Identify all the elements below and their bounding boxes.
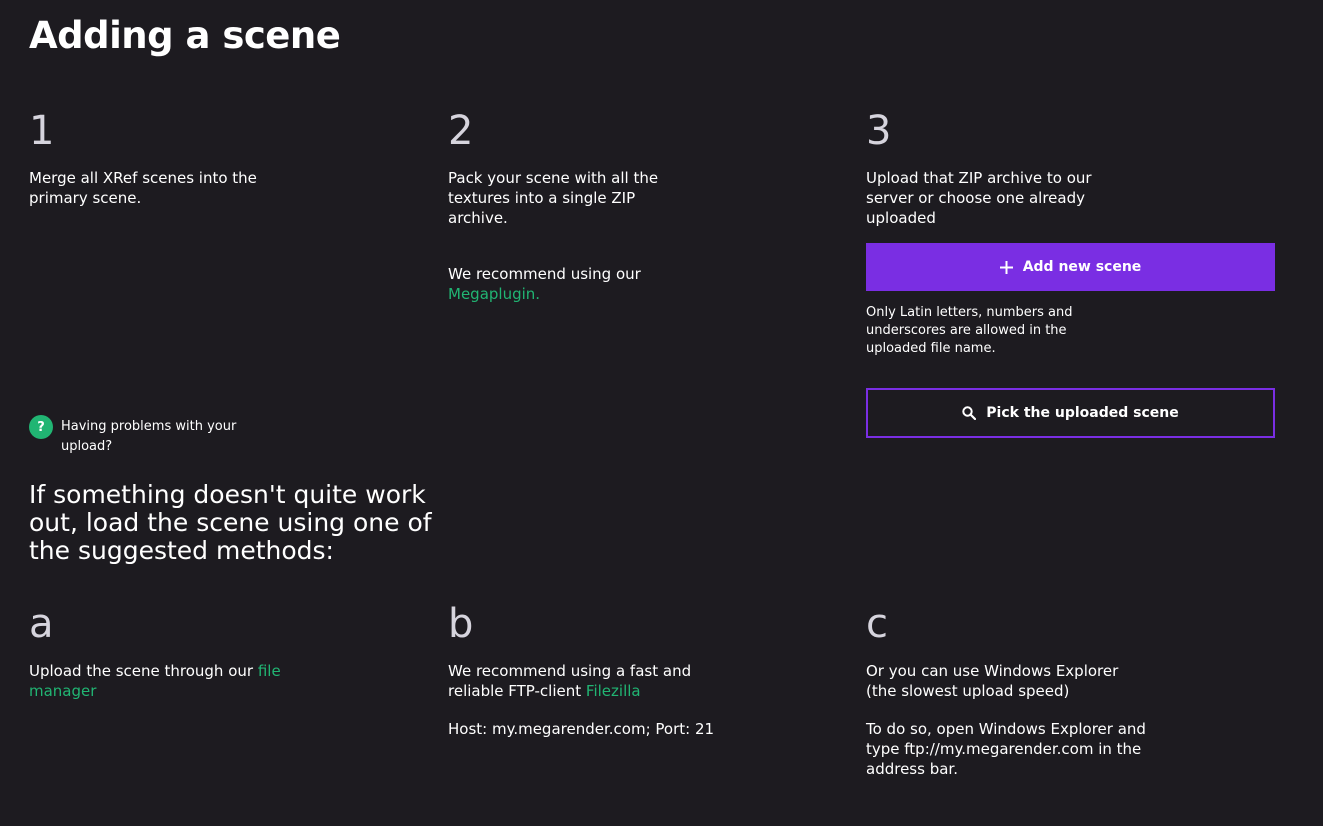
megaplugin-link[interactable]: Megaplugin. <box>448 285 541 303</box>
add-new-scene-label: Add new scene <box>1022 259 1142 275</box>
search-icon <box>962 406 976 420</box>
step-3-text: Upload that ZIP archive to our server or choose one already uploaded <box>866 169 1092 227</box>
step-2-text: Pack your scene with all the textures into a single ZIP archive. <box>448 169 659 227</box>
method-c-letter: c <box>866 601 888 647</box>
file-manager-link[interactable]: file manager <box>29 662 281 700</box>
page-title: Adding a scene <box>29 14 341 57</box>
step-3-number: 3 <box>866 108 892 154</box>
step-2-number: 2 <box>448 108 474 154</box>
filename-note: Only Latin letters, numbers and underscores are allowed in the uploaded file name. <box>866 305 1073 356</box>
ftp-host-info: Host: my.megarender.com; Port: 21 <box>448 720 715 738</box>
method-b-letter: b <box>448 601 474 647</box>
method-a-letter: a <box>29 601 54 647</box>
method-c-instructions: To do so, open Windows Explorer and type ftp://my.megarender.com in the address bar. <box>866 720 1146 778</box>
method-b-description: We recommend using a fast and reliable FTP-client <box>448 662 692 700</box>
recommend-text: We recommend using our <box>448 265 641 283</box>
method-b-text <box>448 661 728 701</box>
add-new-scene-button[interactable] <box>866 243 1275 291</box>
method-c-text: Or you can use Windows Explorer (the slowest upload speed) <box>866 662 1119 700</box>
step-1-number: 1 <box>29 108 55 154</box>
method-a-description: Upload the scene through our <box>29 662 254 680</box>
methods-subheading: If something doesn't quite work out, load the scene using one of the suggested methods: <box>29 480 432 565</box>
step-2-recommend <box>448 264 708 304</box>
help-icon[interactable]: ? <box>29 415 53 439</box>
pick-uploaded-scene-button[interactable] <box>866 388 1275 438</box>
step-1-text: Merge all XRef scenes into the primary scene. <box>29 169 257 207</box>
help-text[interactable]: Having problems with your upload? <box>61 419 237 454</box>
filezilla-link[interactable]: Filezilla <box>585 682 641 700</box>
pick-uploaded-scene-label: Pick the uploaded scene <box>986 405 1179 421</box>
plus-icon <box>1000 261 1013 274</box>
method-a-text <box>29 661 319 701</box>
